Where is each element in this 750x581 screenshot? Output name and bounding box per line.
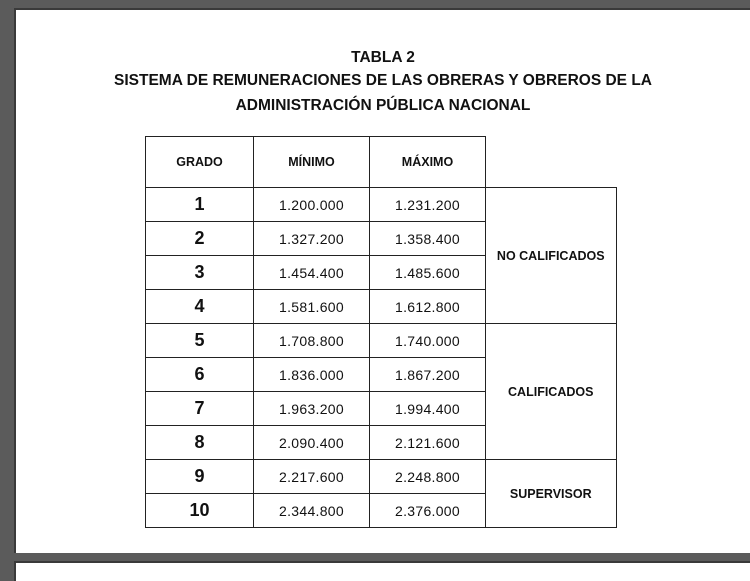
maximo-cell: 1.485.600 [370,256,486,290]
maximo-cell: 1.740.000 [370,324,486,358]
maximo-cell: 2.121.600 [370,426,486,460]
table-row [146,188,617,222]
grado-cell: 2 [146,222,254,256]
category-no-calificados: NO CALIFICADOS [486,188,617,324]
minimo-cell: 1.963.200 [254,392,370,426]
grado-cell: 6 [146,358,254,392]
category-calificados: CALIFICADOS [486,324,617,460]
header-maximo: MÁXIMO [370,137,486,188]
maximo-cell: 1.231.200 [370,188,486,222]
minimo-cell: 1.708.800 [254,324,370,358]
maximo-cell: 2.376.000 [370,494,486,528]
category-supervisor: SUPERVISOR [486,460,617,528]
table-row [146,460,617,494]
header-grado: GRADO [146,137,254,188]
minimo-cell: 1.200.000 [254,188,370,222]
maximo-cell: 1.358.400 [370,222,486,256]
header-minimo: MÍNIMO [254,137,370,188]
grado-cell: 1 [146,188,254,222]
minimo-cell: 2.090.400 [254,426,370,460]
table-title-line-1: SISTEMA DE REMUNERACIONES DE LAS OBRERAS Y OBREROS DE LA [114,72,652,89]
grado-cell: 3 [146,256,254,290]
next-page [14,561,750,581]
header-empty [486,137,617,188]
table-row [146,324,617,358]
maximo-cell: 2.248.800 [370,460,486,494]
grado-cell: 8 [146,426,254,460]
minimo-cell: 1.836.000 [254,358,370,392]
table-header-row [146,137,617,188]
minimo-cell: 2.217.600 [254,460,370,494]
minimo-cell: 1.454.400 [254,256,370,290]
minimo-cell: 1.327.200 [254,222,370,256]
document-page [14,8,750,553]
grado-cell: 7 [146,392,254,426]
maximo-cell: 1.612.800 [370,290,486,324]
minimo-cell: 2.344.800 [254,494,370,528]
remuneration-table [145,136,617,528]
grado-cell: 9 [146,460,254,494]
minimo-cell: 1.581.600 [254,290,370,324]
maximo-cell: 1.867.200 [370,358,486,392]
maximo-cell: 1.994.400 [370,392,486,426]
grado-cell: 4 [146,290,254,324]
table-number: TABLA 2 [351,49,415,66]
grado-cell: 5 [146,324,254,358]
grado-cell: 10 [146,494,254,528]
table-title-line-2: ADMINISTRACIÓN PÚBLICA NACIONAL [235,97,531,114]
